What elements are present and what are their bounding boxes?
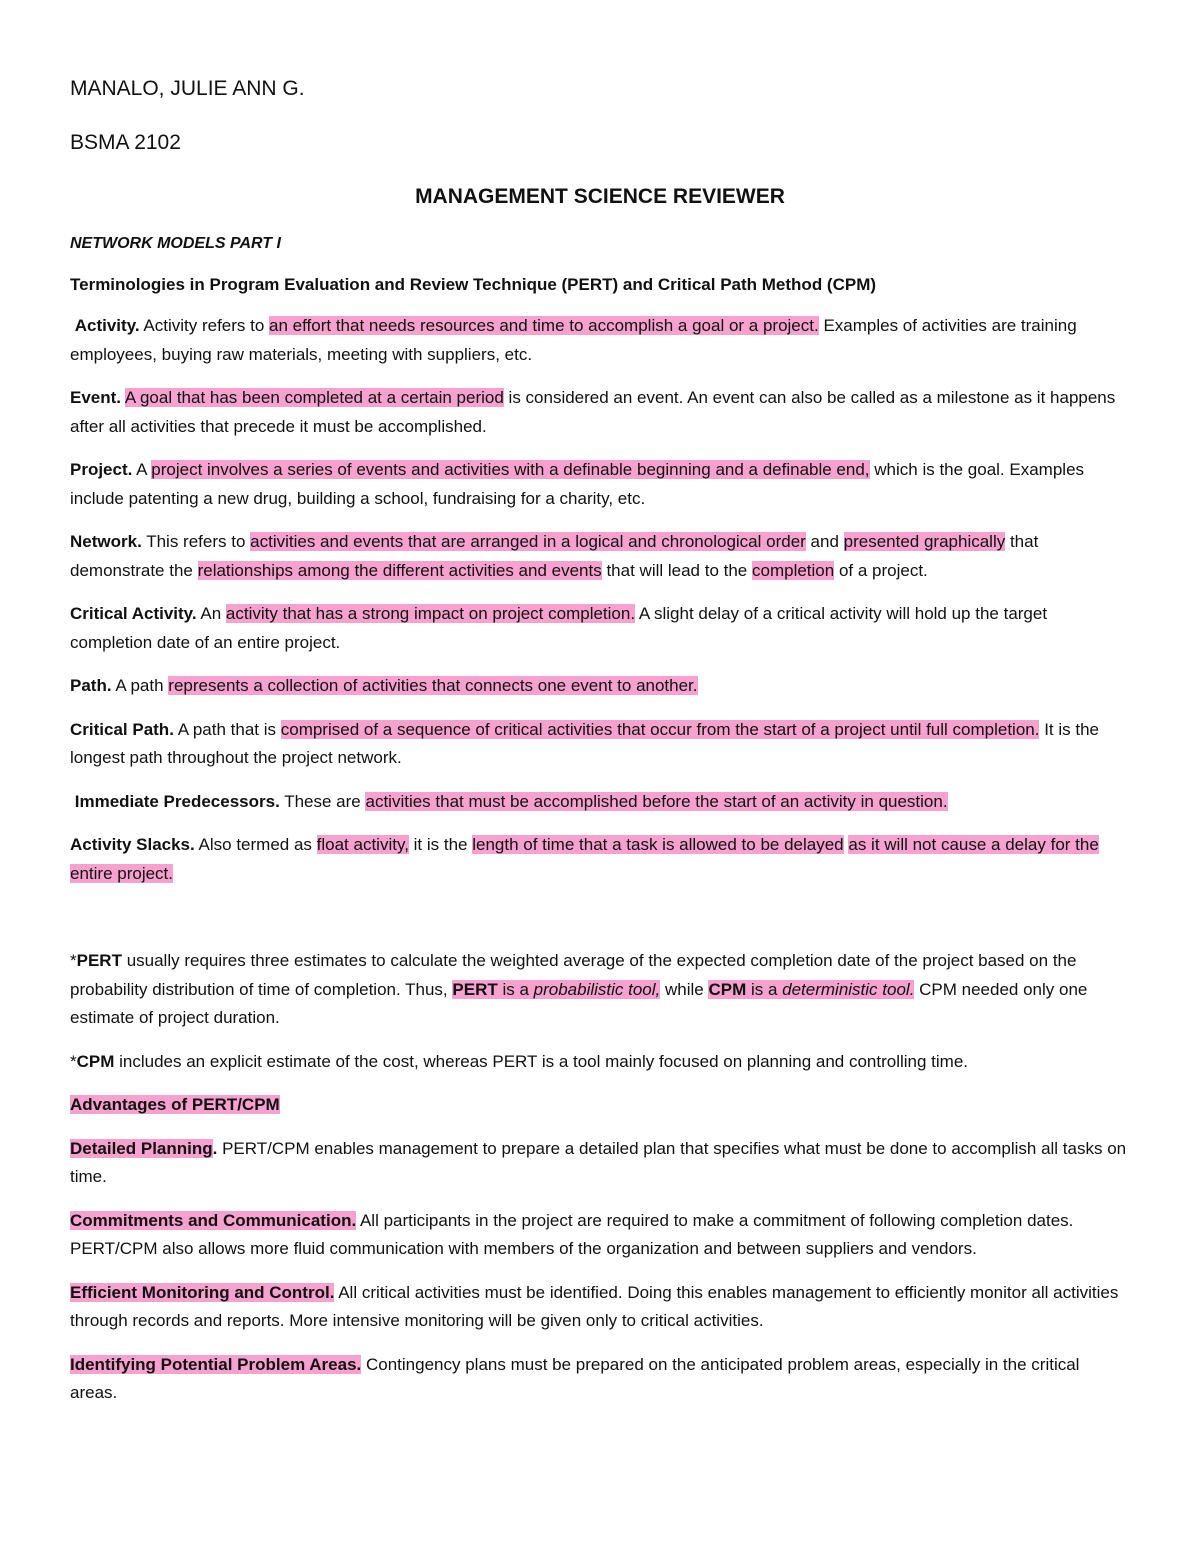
highlight: PERT is a probabilistic tool, bbox=[452, 979, 661, 999]
advantage-item: Identifying Potential Problem Areas. Contingency plans must be prepared on the anticipated problem areas, especially in the critical areas. bbox=[70, 1354, 1080, 1402]
highlight: completion bbox=[752, 560, 835, 580]
page-subtitle: NETWORK MODELS PART I bbox=[70, 235, 281, 252]
highlight: float activity, bbox=[316, 835, 409, 854]
highlight: Identifying Potential Problem Areas. bbox=[70, 1354, 362, 1374]
advantages-heading bbox=[70, 1091, 1130, 1120]
term-label: Activity. bbox=[74, 316, 140, 335]
highlight: an effort that needs resources and time to accomplish a goal or a project. bbox=[269, 316, 819, 335]
student-name: MANALO, JULIE ANN G. bbox=[70, 77, 305, 100]
term-label: Critical Activity. bbox=[70, 604, 197, 623]
highlight: activities and events that are arranged in a logical and chronological order bbox=[250, 532, 806, 551]
spacer bbox=[70, 903, 1130, 947]
highlight: Commitments and Communication. bbox=[70, 1210, 357, 1230]
highlight: Efficient Monitoring and Control. bbox=[70, 1282, 335, 1302]
highlight: length of time that a task is allowed to be delayed bbox=[472, 835, 844, 854]
student-section: BSMA 2102 bbox=[70, 131, 181, 154]
term-label: Immediate Predecessors. bbox=[74, 791, 280, 811]
note-pert: *PERT usually requires three estimates to calculate the weighted average of the expected completion date of the project based on the probability distribution of time of completion. Thus, PERT is a probabilistic tool, while CPM is a deterministic tool. CPM needed only one estimate of project duration. bbox=[70, 951, 1088, 1027]
advantage-item: Efficient Monitoring and Control. All critical activities must be identified. Doing this enables management to efficiently monitor all activities through records and reports. More intensive monitoring will be given only to critical activities. bbox=[70, 1282, 1119, 1330]
term-project: Project. A project involves a series of events and activities with a definable beginning and a definable end, which is the goal. Examples include patenting a new drug, building a school, fundraising for a charity, etc. bbox=[70, 460, 1085, 508]
highlight: relationships among the different activities and events bbox=[197, 560, 602, 580]
term-activity: Activity. Activity refers to an effort that needs resources and time to accomplish a goal or a project. Examples of activities are training employees, buying raw materials, meeting with suppliers, etc. bbox=[70, 316, 1077, 364]
highlight: deterministic tool. bbox=[782, 979, 915, 999]
highlight: CPM is a bbox=[708, 979, 783, 999]
highlight: activity that has a strong impact on project completion. bbox=[225, 604, 636, 623]
highlight: activities that must be accomplished before the start of an activity in question. bbox=[365, 791, 948, 811]
term-label: Path. bbox=[70, 676, 112, 695]
term-label: Critical Path. bbox=[70, 719, 174, 739]
highlight: Advantages of PERT/CPM bbox=[70, 1095, 280, 1114]
page-title: MANAGEMENT SCIENCE REVIEWER bbox=[415, 185, 785, 208]
highlight: presented graphically bbox=[843, 532, 1006, 551]
term-label: Network. bbox=[70, 532, 142, 551]
term-path: Path. A path represents a collection of activities that connects one event to another. bbox=[70, 676, 698, 695]
term-label: Event. bbox=[70, 388, 122, 407]
term-label: Activity Slacks. bbox=[70, 835, 195, 854]
term-event: Event. A goal that has been completed at a certain period is considered an event. An event can also be called as a milestone as it happens after all activities that precede it must be accomplished. bbox=[70, 388, 1116, 436]
term-network: Network. This refers to activities and events that are arranged in a logical and chronological order and presented graphically that demonstrate the relationships among the different activities and events that will lead to the completion of a project. bbox=[70, 532, 1039, 580]
highlight: comprised of a sequence of critical activities that occur from the start of a project until full completion. bbox=[280, 719, 1040, 739]
advantage-item: Detailed Planning. PERT/CPM enables management to prepare a detailed plan that specifies what must be done to accomplish all tasks on time. bbox=[70, 1138, 1127, 1186]
terms-heading: Terminologies in Program Evaluation and Review Technique (PERT) and Critical Path Method (CPM) bbox=[70, 274, 877, 294]
term-critical-activity: Critical Activity. An activity that has a strong impact on project completion. A slight delay of a critical activity will hold up the target completion date of an entire project. bbox=[70, 604, 1048, 652]
term-critical-path: Critical Path. A path that is comprised of a sequence of critical activities that occur from the start of a project until full completion. It is the longest path throughout the project network. bbox=[70, 719, 1099, 767]
advantage-item: Commitments and Communication. All participants in the project are required to make a commitment of following completion dates. PERT/CPM also allows more fluid communication with members of the organization and between suppliers and vendors. bbox=[70, 1210, 1074, 1258]
note-cpm: *CPM includes an explicit estimate of the cost, whereas PERT is a tool mainly focused on planning and controlling time. bbox=[70, 1051, 969, 1071]
highlight: project involves a series of events and activities with a definable beginning and a definable end, bbox=[151, 460, 870, 479]
highlight: as it will not cause a delay for the entire project. bbox=[70, 835, 1099, 883]
highlight: Detailed Planning bbox=[70, 1138, 213, 1158]
highlight: A goal that has been completed at a certain period bbox=[124, 388, 504, 407]
term-immediate-predecessors: Immediate Predecessors. These are activities that must be accomplished before the start of an activity in question. bbox=[74, 791, 948, 811]
term-label: Project. bbox=[70, 460, 133, 479]
highlight: represents a collection of activities that connects one event to another. bbox=[168, 676, 698, 695]
term-activity-slacks: Activity Slacks. Also termed as float activity, it is the length of time that a task is allowed to be delayed as it will not cause a delay for the entire project. bbox=[70, 835, 1099, 883]
